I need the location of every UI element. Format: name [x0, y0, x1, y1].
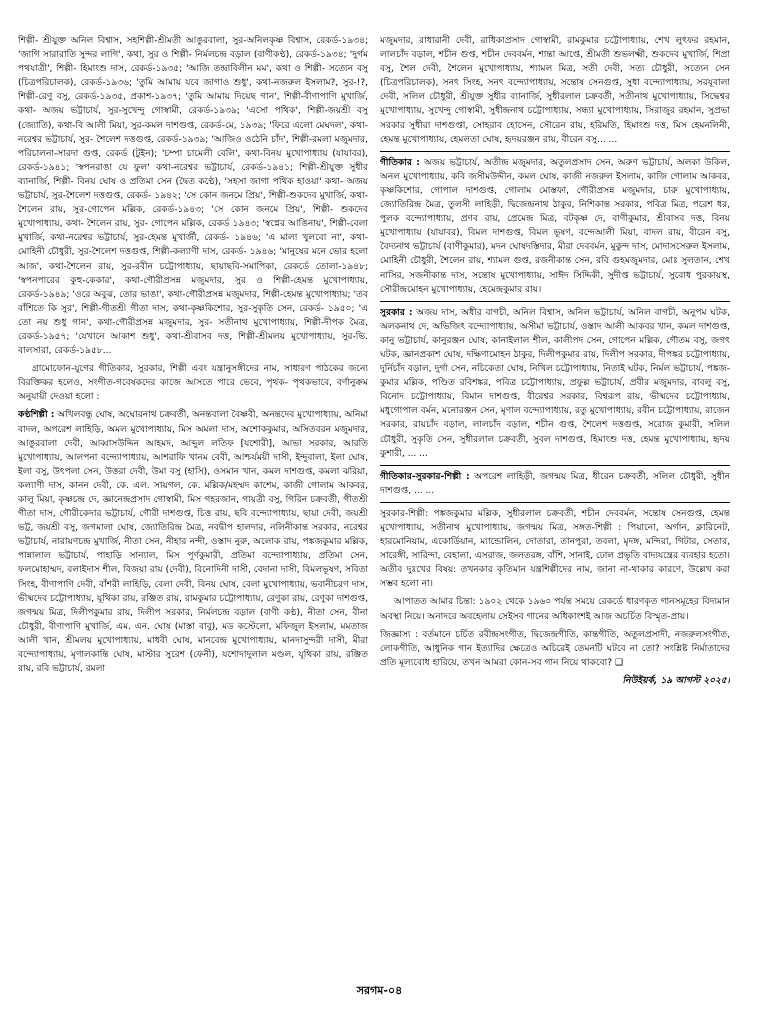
lyricists-label: গীতিকার : — [380, 157, 420, 168]
vocalists-paragraph — [18, 408, 368, 676]
composers-label: সুরকার : — [380, 307, 413, 318]
vocalists-label: কণ্ঠশিল্পী : — [18, 410, 55, 421]
left-column — [18, 34, 368, 964]
song-records-paragraph: শিল্পী- শ্রীযুক্ত অনিল বিশ্বাস, সহশিল্পী-শ্রীমতী আঙুরবালা, সুর-অনিলকৃষ্ণ বিশ্বাস, রেকর্ড-১৯৩৪; 'জাগি সারারাতি সুন্দর লাগি', কথা, সুর ও শিল্পী- নির্মলচন্দ্র বড়াল (বাণীকণ্ঠ), রেকর্ড-১৯৩৪; 'দুর্গম পথযাত্রী', শিল্পী- হিমাংশু দাস, রেকর্ড-১৯৩৫; 'আজি তন্দ্রাবিলীন মম', কথা ও শিল্পী- সত্যেন বসু (চিত্রপরিচালক), রেকর্ড-১৯৩৬; 'তুমি আমায় যবে জাগাও শুধু', কথা-নজরুল ইসলাম?, সুর-!?, শিল্পী-রেণু বসু, রেকর্ড-১৯৩৫, প্রকাশ-১৯৩৭; 'তুমি আমায় দিয়েছ গান', শিল্পী-বীণাপাণি মুখার্জি, কথা- অজয় ভট্টাচার্য, সুর-সুখেন্দু গোস্বামী, রেকর্ড-১৯৩৯; 'এসো পথিক', শিল্পী-জয়শ্রী বসু (জ্যোতি), কথা-বি আলী মিয়া, সুর-কমল দাশগুপ্ত, রেকর্ড-মে, ১৯৩৯; 'ফিরে এলো মেঘদল', কথা- নরেশ্বর ভট্টাচার্য, সুর- শৈলেশ দত্তগুপ্ত, রেকর্ড-১৯৩৯; 'আজিও ওঠেনি চাঁদ', শিল্পী-রমলা মজুমদার, পরিচালনা-সারদা গুপ্ত, রেকর্ড (টুইন); 'চম্পা চামেলী বেলি', কথা-বিনয় মুখোপাধ্যায় (যাযাবর), রেকর্ড-১৯৪১; 'স্বপনরাঙা যে ফুল' কথা-নরেশ্বর ভট্টাচার্য, রেকর্ড-১৯৪১; শিল্পী-শ্রীযুক্ত সুধীর ব্যানার্জি, শিল্পী- বিনয় ঘোষ ও প্রতিমা সেন (দ্বৈত কণ্ঠে), 'সহসা জাগা পথিক হাওয়া' কথা- অজয় ভট্টাচার্য, সুর-শৈলেশ দত্তগুপ্ত, রেকর্ড- ১৯৪২; 'সে কোন জনমে প্রিয়', শিল্পী-শুকদেব মুখার্জি, কথা- শৈলেন রায়, সুর-গোপেন মল্লিক, রেকর্ড-১৯৪৩; 'সে কোন জনমে প্রিয়', শিল্পী- শুকদেব মুখোপাধ্যায়, কথা- শৈলেন রায়, সুর- গোপেন মল্লিক, রেকর্ড ১৯৪৩; 'স্বপ্নের আঙিনায়', শিল্পী-বেলা মুখার্জি, কথা-নরেশ্বর ভট্টাচার্য, সুর-হেমন্ত মুখার্জী, রেকর্ড- ১৯৪৬; 'এ মালা খুলবো না', কথা- মোহিনী চৌধুরী, সুর-শৈলেশ দত্তগুপ্ত, শিল্পী-কল্যাণী দাস, রেকর্ড- ১৯৪৬; 'মানুষের মনে ভোর হলো আজ', কথা-শৈলেন রায়, সুর-রবীন চট্টোপাধ্যায়, ছায়াছবি-সমাপিকা, রেকর্ডে তোলা-১৯৪৮; 'স্বপনপারের কুহু-কেকার', কথা-গৌরীপ্রসন্ন মজুমদার, সুর ও শিল্পী-হেমন্ত মুখোপাধ্যায়, রেকর্ড-১৯৪৯; 'ওরে অবুঝ, তোর ভাঙা', কথা-গৌরীপ্রসন্ন মজুমদার, শিল্পী-হেমন্ত মুখোপাধ্যায়; 'তব বাঁশিতে কি সুর', শিল্পী-গীতশ্রী গীতা দাস, কথা-কৃষ্ণকিশোর, সুর-সুকৃতি সেন, রেকর্ড- ১৯৫০; 'এ তো নয় শুধু গান', কথা-গৌরীপ্রসন্ন মজুমদার, সুর- সতীনাথ মুখোপাধ্যায়, শিল্পী-দীপক মৈত্র, রেকর্ড-১৯৫৭; 'যেখানে আকাশ শুধু', কথা-শ্রীবাসব দত্ত, শিল্পী-শ্রীমলয় মুখোপাধ্যায়, সুর-ভি. বালসারা, রেকর্ড-১৯৫৮... — [18, 36, 368, 357]
right-column — [380, 34, 730, 964]
composers-list: অজয় দাস, অধীর বাগচী, অনিল বিশ্বাস, অনিল ভট্টাচার্য, অনিল বাগচী, অনুপম ঘটক, অলকনাথ দে, অভিজিৎ বন্দ্যোপাধ্যায়, অসীমা ভট্টাচার্য, ওস্তাদ আলী আকবর খান, কমল দাশগুপ্ত, কানু ভট্টাচার্য, কানুরঞ্জন ঘোষ, কানাইলাল শীল, কালীপদ সেন, গোপেন মল্লিক, গৌতম বসু, জগৎ ঘটক, জ্ঞানপ্রকাশ ঘোষ, দক্ষিণামোহন ঠাকুর, দিলীপকুমার রায়, দিলীপ সরকার, দীপঙ্কর চট্টোপাধ্যায়, দুর্নিচাঁদ বড়াল, দুর্গা সেন, নচিকেতা ঘোষ, নিখিল চট্টোপাধ্যায়, নিতাই ঘটক, নির্মল ভট্টাচার্য, পঙ্কজ-কুমার মল্লিক, পণ্ডিত রবিশঙ্কর, পবিত্র চট্টোপাধ্যায়, প্রফুল্ল ভট্টাচার্য, প্রবীর মজুমদার, বাবলু বসু, বিনোদ চট্টোপাধ্যায়, বিমান দাশগুপ্ত, বীরেশ্বর সরকার, বিশ্বরূপ রায়, ভীষ্মদেব চট্টোপাধ্যায়, মধুগোপাল বর্মন, মনোরঞ্জন সেন, মৃণাল বন্দ্যোপাধ্যায়, রতু মুখোপাধ্যায়, রবীন চট্টোপাধ্যায়, রাজেন সরকার, রায়চাঁদ বড়াল, লালচাঁদ বড়াল, শচীন গুপ্ত, শৈলেশ দত্তগুপ্ত, সরোজ কুমারী, সলিল চৌধুরী, সুকৃতি সেন, সুধীরলাল চক্রবর্তী, সুবল দাশগুপ্ত, হিমাংশু দত্ত, হেমন্ত মুখোপাধ্যায়, হৃদয় কুশারী, ... ... — [380, 307, 730, 459]
composer-singers-paragraph: সুরকার-শিল্পী: পঙ্কজকুমার মল্লিক, সুধীরলাল চক্রবর্তী, শচীন দেববর্মন, সন্তোষ সেনগুপ্ত, হেমন্ত মুখোপাধ্যায়, সতীনাথ মুখোপাধ্যায়, জগন্ময় মিত্র, সঙ্গত-শিল্পী : পিয়ানো, অর্গান, ক্লারিনেট, হারমোনিয়াম, একোর্ডিয়ান, ম্যান্ডোলিন, দোতারা, তানপুরা, তবলা, মৃদঙ্গ, মন্দিরা, গিটার, সেতার, সারেঙ্গী, সারিন্দা, বেহালা, এসরাজ, জলতরঙ্গ, বাঁশি, সানাই, ঢোল প্রভৃতি বাদ্যযন্ত্রের ব্যবহার হতো। অতীব দুঃখের বিষয়: তখনকার কৃতিমান যন্ত্রশিল্পীদের নাম, জানা না-থাকার কারণে, উল্লেখ করা সম্ভব হলো না। — [380, 508, 730, 590]
composers-paragraph — [380, 306, 730, 461]
page-footer: সরগম-০৪ — [356, 984, 403, 997]
section-divider — [380, 502, 730, 503]
section-divider — [380, 151, 730, 152]
vocalists-continued: মজুমদার, রাধারানী দেবী, রাধিকাপ্রসাদ গোস্বামী, রামকুমার চট্টোপাধ্যায়, শেখ লুৎফর রহমান, লালচাঁদ বড়াল, শচীন গুপ্ত, শচীন দেববর্মন, শান্তা আপ্তে, শ্রীমতী শুভলক্ষ্মী, শুকদেব মুখার্জি, শিপ্রা বসু, শৈল দেবী, শৈলেন মুখোপাধ্যায়, শ্যামল মিত্র, সতী দেবী, সত্য চৌধুরী, সত্যেন সেন (চিত্রপরিচালক), সনৎ সিংহ, সনৎ বন্দ্যোপাধ্যায়, সন্তোষ সেনগুপ্ত, সুধা বন্দ্যোপাধ্যায়, সরযূবালা দেবী, সলিল চৌধুরী, শ্রীযুক্ত সুধীর ব্যানার্জি, সুধীরলাল চক্রবর্তী, সতীনাথ মুখোপাধ্যায়, সিদ্ধেশ্বর মুখোপাধ্যায়, সুখেন্দু গোস্বামী, সুধীন্দ্রনাথ চট্টোপাধ্যায়, সন্ধ্যা মুখোপাধ্যায়, সিরাজুর রহমান, সুপ্রভা সরকার সুধীরা দাশগুপ্তা, সোহরাব হোসেন, সৌরেন রায়, হরিমতি, হিমাংশু দত্ত, মিস হেমনলিনী, হেমন্ত মুখোপাধ্যায়, হেমলতা ঘোষ, হৃদয়রঞ্জন রায়, বীরেন বসু... ... — [380, 36, 730, 145]
lyricist-composer-singer-label: গীতিকার-সুরকার-শিল্পী : — [380, 471, 470, 482]
lyricist-composer-singer-paragraph — [380, 470, 730, 498]
vocalists-list: অখিলবন্ধু ঘোষ, অঘোরনাথ চক্রবর্তী, অনন্তবালা বৈষ্ণবী, অনন্তদেব মুখোপাধ্যায়, অনিমা বাদল, অপরেশ লাহিড়ি, অমল মুখোপাধ্যায়, মিস অমলা দাস, অশোককুমার, অসিতবরন মজুমদার, আঙুরবালা দেবী, আব্বাসউদ্দিন আহমদ, আব্দুল লতিফ [যশোরী], আভা সরকার, আরতি মুখোপাধ্যায়, আলপনা বন্দ্যোপাধ্যায়, আশরাফি খানম বেবী, আশ্চর্যময়ী দাসী, ইন্দুবালা, ইলা ঘোষ, ইলা বসু, উৎপলা সেন, উত্তরা দেবী, উমা বসু (হাসি), ওসমান খান, কমল দাশগুপ্ত, কমলা ঝরিয়া, কল্যাণী দাস, কানন দেবী, কে. এল. সায়গল, কে. মল্লিক/মহম্মদ কাশেম, কাজী গোলাম আকবর, কালু মিয়া, কৃষ্ণচন্দ্র দে, জ্ঞানেন্দ্রপ্রসাদ গোস্বামী, মিস গহরজান, গায়ত্রী বসু, গিরিন চক্রবর্তী, গীতশ্রী গীতা দাস, গৌরীকেদার ভট্টাচার্য, গৌরী দাশগুপ্ত, চিত্ত রায়, ছবি বন্দ্যোপাধ্যায়, ছায়া দেবী, জয়শ্রী ভট্ট, জয়শ্রী বসু, জগমালা ঘোষ, জ্যোতিরিন্দ্র মৈত্র, নবদ্বীপ হালদার, নলিনীকান্ত সরকার, নরেশ্বর ভট্টাচার্য, নারায়ণচন্দ্র মুখার্জি, নীতা সেন, নীহার নন্দী, ওস্তাদ নুরু, অলোক রায়, পঙ্কজকুমার মল্লিক, পান্নালাল ভট্টাচার্য, পাহাড়ি সান্যাল, মিস পূর্ণকুমারী, প্রতিমা বন্দ্যোপাধ্যায়, প্রতিমা সেন, ফলমোহাম্মদ, বলাইদাস শীল, বিজয়া রায় (দেবী), বিনোদিনী দাসী, বেদানা দাসী, বিমলভূষণ, সবিতা সিংহ, বীণাপাণি দেবী, বাঁশরী লাহিড়ি, বেলা দেবী, বিনয় ঘোষ, বেলা মুখোপাধ্যায়, ভবানীচরণ দাস, ভীষ্মদেব চট্টোপাধ্যায়, যূথিকা রায়, রঞ্জিত রায়, রামকুমার চট্টোপাধ্যায়, রেণুকা রায়, রেণুকা দাশগুপ্ত, জগন্ময় মিত্র, দিলীপকুমার রায়, দিলীপ সরকার, নির্মলচন্দ্র বড়াল (বাণী কণ্ঠ), নীতা সেন, বীনা চৌধুরী, বীণাপাণি মুখার্জি, এম. এন. ঘোষ (মাস্তা বাবু), মড কস্টেলো, মফিজুল ইসলাম, মমতাজ আলী খান, শ্রীমলয় মুখোপাধ্যায়, মাধবী ঘোষ, মানবেন্দ্র মুখোপাধ্যায়, মানদাসুন্দরী দাসী, মীরা বন্দ্যোপাধ্যায়, মৃণালকান্তি ঘোষ, মাস্টার সুরেশ (ফেনী), যশোদাদুলাল মণ্ডল, যূথিকা রায়, রঞ্জিত রায়, রবি ভট্টাচার্য, রমলা — [18, 410, 368, 675]
magazine-page — [18, 34, 733, 964]
section-divider — [380, 465, 730, 466]
concern-paragraph: আপাতত আমার চিন্তা: ১৯০২ থেকে ১৯৬০ পর্যন্ত সময়ে রেকর্ডে ধারণকৃত গানসমূহের বিদ্যমান অবস্থা নিয়ে। অনাদরে অবহেলায় সেইসব গানের অধিকাংশই আজ অচর্চিত বিস্মৃত-প্রায়। — [380, 597, 730, 622]
section-divider — [380, 301, 730, 302]
lyricists-list: অজয় ভট্টাচার্য, অতীন্দ্র মজুমদার, অতুলপ্রসাদ সেন, অরুণ ভট্টাচার্য, অলকা উকিল, অনল মুখোপাধ্যায়, কবি জসীমউদ্দীন, কমল ঘোষ, কাজী নজরুল ইসলাম, কাজি গোলাম আকবর, কৃষ্ণকিশোর, গোপাল দাশগুপ্ত, গোলাম মোস্তফা, গৌরীপ্রসন্ন মজুমদার, চারু মুখোপাধ্যায়, জ্যোতিরিন্দ্র মৈত্র, তুলসী লাহিড়ী, দ্বিজেন্দ্রনাথ ঠাকুর, নিশিকান্ত সরকার, পবিত্র মিত্র, পরেশ ধর, পুলক বন্দ্যোপাধ্যায়, প্রণব রায়, প্রেমেন্দ্র মিত্র, বটকৃষ্ণ দে, বাণীকুমার, শ্রীবাসব দত্ত, বিনয় মুখোপাধ্যায় (যাযাবর), বিমল দাশগুপ্ত, বিমল ভূষণ, বন্দেআলী মিয়া, বাদল রায়, বীরেন বসু, বৈদ্যনাথ ভট্টাচার্য (বাণীকুমার), মদন ঘোষদস্তিদার, মীরা দেববর্মন, মুকুন্দ দাস, মোদাসসেরুল ইসলাম, মোহিনী চৌধুরী, শৈলেন রায়, শ্যামল গুপ্ত, রজনীকান্ত সেন, রবি গুহমজুমদার, মোঃ সুলতান, শেখ নাসির, সজনীকান্ত দাস, সন্তোষ মুখোপাধ্যায়, সাঈদ সিদ্দিকী, সুদীপ্ত ভট্টাচার্য, সুবোধ পুরকায়স্থ, সৌরীন্দ্রমোহন মুখোপাধ্যায়, হেমেন্দ্রকুমার রায়। — [380, 157, 730, 295]
intro-paragraph: গ্রামোফোন-যুগের গীতিকার, সুরকার, শিল্পী এবং যন্ত্রানুসঙ্গীদের নাম, সাধারণ পাঠকের জন্যে বিরক্তিকর হলেও, সংগীত-গবেষকদের কাজে আসতে পারে ভেবে, পৃথক- পৃথকভাবে, বর্ণানুক্রম অনুযায়ী দেওয়া হলো : — [18, 364, 368, 403]
lyricist-composer-singer-list: অপরেশ লাহিড়ী, জগন্ময় মিত্র, ধীরেন চক্রবর্তী, সলিল চৌধুরী, সুধীন দাশগুপ্ত, ... ... — [380, 471, 730, 496]
question-paragraph: জিজ্ঞাস্য : বর্তমানে চর্চিত রবীন্দ্রসংগীত, দ্বিজেন্দ্রগীতি, কান্তগীতি, অতুলপ্রসাদী, নজরুলসংগীত, লোকগীতি, আধুনিক গান ইত্যাদির ক্ষেত্রেও অচিরেই তেমনটি ঘটবে না তো? সংশ্লিষ্ট নির্মাতাদের প্রতি মূল্যবোধ হারিয়ে, তখন আমরা কোন-সব গান নিয়ে থাকবো? ❑ — [380, 629, 730, 668]
signature-line: নিউইয়র্ক, ১৯ আগস্ট ২০২৫। — [622, 675, 730, 686]
lyricists-paragraph — [380, 156, 730, 297]
